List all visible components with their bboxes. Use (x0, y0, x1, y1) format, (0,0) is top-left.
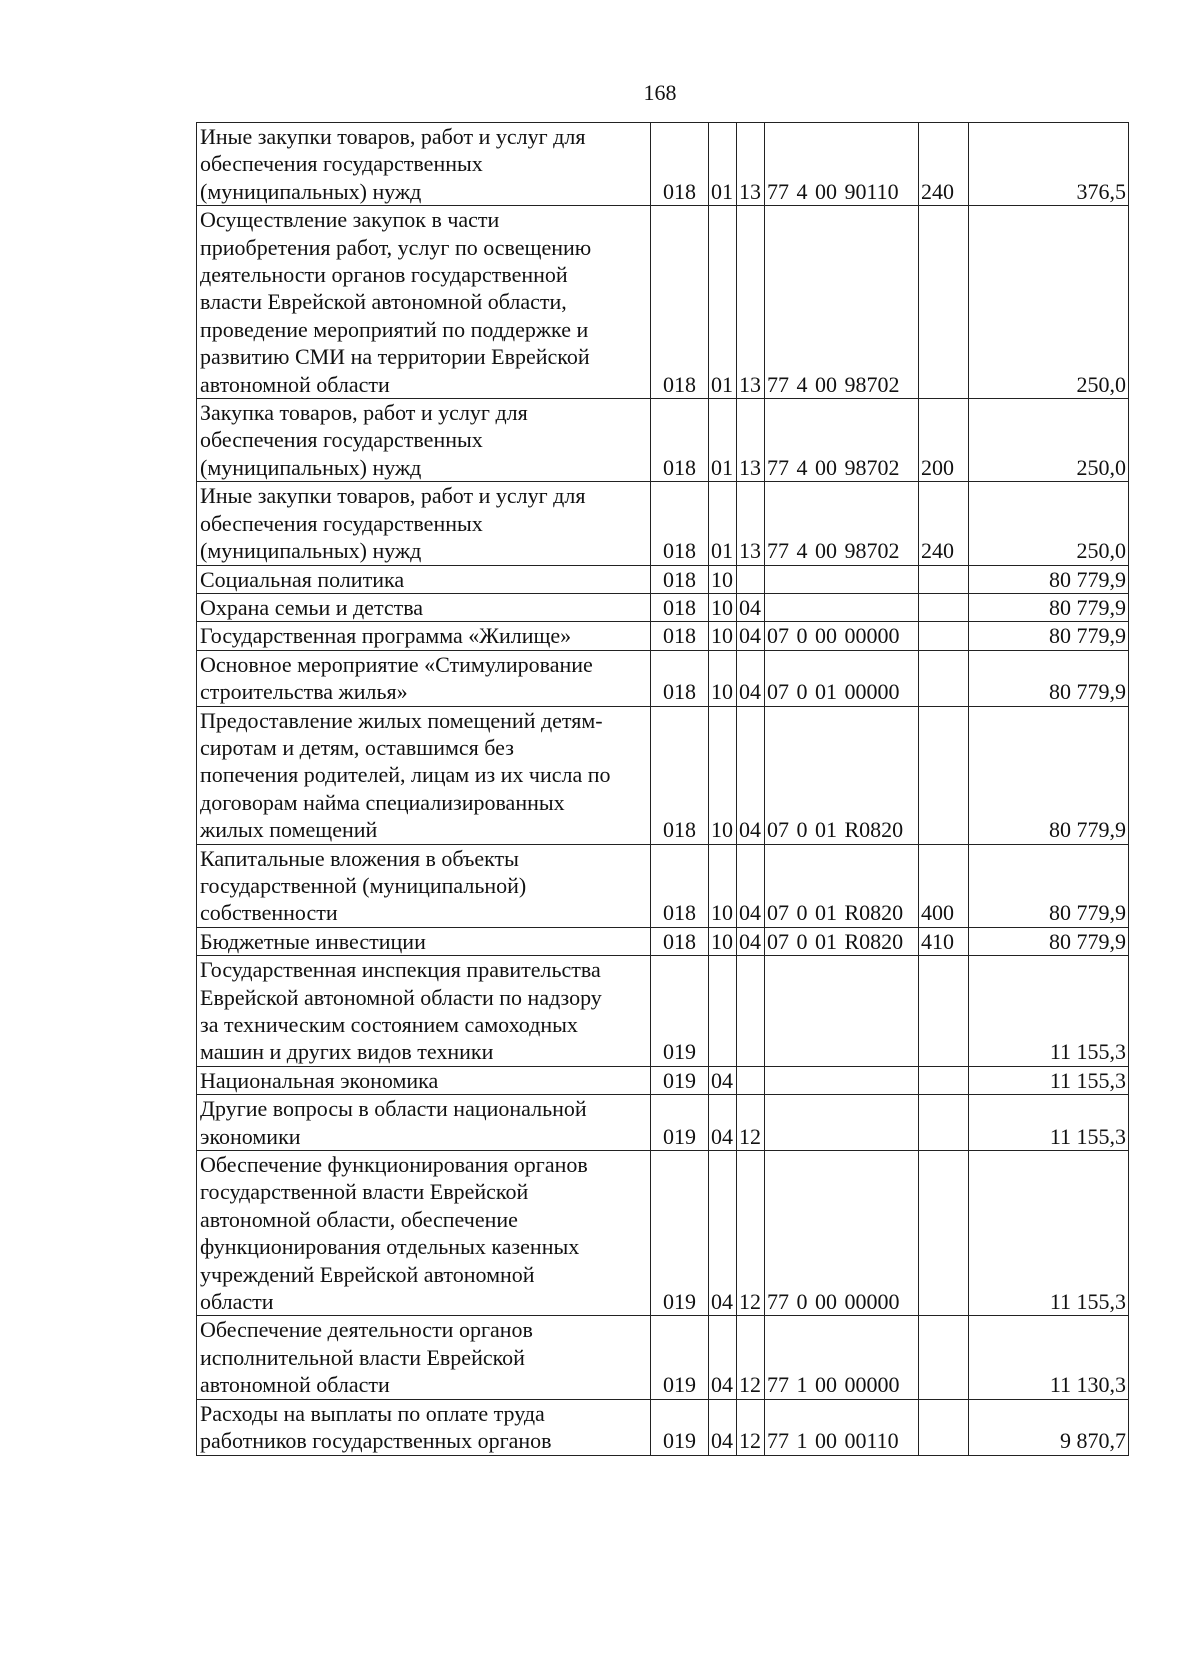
expense-type-cell (919, 1316, 969, 1399)
expense-type-cell: 200 (919, 399, 969, 482)
expense-type-cell (919, 650, 969, 706)
table-row (197, 706, 1129, 844)
target-article-cell (765, 565, 919, 593)
row-name-cell: Осуществление закупок в части приобретения работ, услуг по освещению деятельности органов государственной власти Еврейской автономной области, проведение мероприятий по поддержке и развитию СМИ на территории Еврейской автономной области (197, 206, 651, 399)
sum-cell: 11 155,3 (969, 1095, 1129, 1151)
subsection-cell: 13 (737, 206, 765, 399)
target-article-cell (765, 1095, 919, 1151)
target-article-cell (765, 593, 919, 621)
subsection-cell: 04 (737, 844, 765, 927)
expense-type-cell (919, 593, 969, 621)
target-article-cell: 77 4 00 98702 (765, 482, 919, 565)
table-body (197, 123, 1129, 1456)
expense-type-cell (919, 706, 969, 844)
section-cell: 10 (709, 706, 737, 844)
section-cell: 04 (709, 1066, 737, 1094)
sum-cell: 80 779,9 (969, 593, 1129, 621)
table-row (197, 206, 1129, 399)
row-name-cell: Иные закупки товаров, работ и услуг для обеспечения государственных (муниципальных) нужд (197, 482, 651, 565)
table-row (197, 1066, 1129, 1094)
table-row (197, 399, 1129, 482)
table-row (197, 565, 1129, 593)
ministry-code-cell: 018 (651, 593, 709, 621)
section-cell: 10 (709, 650, 737, 706)
sum-cell: 80 779,9 (969, 844, 1129, 927)
ministry-code-cell: 019 (651, 1316, 709, 1399)
expense-type-cell: 410 (919, 927, 969, 955)
page-number: 168 (643, 80, 677, 105)
target-article-cell: 77 4 00 90110 (765, 123, 919, 206)
row-name-cell: Капитальные вложения в объекты государственной (муниципальной) собственности (197, 844, 651, 927)
table-row (197, 956, 1129, 1067)
subsection-cell (737, 565, 765, 593)
sum-cell: 11 130,3 (969, 1316, 1129, 1399)
target-article-cell: 07 0 00 00000 (765, 622, 919, 650)
table-row (197, 622, 1129, 650)
ministry-code-cell: 018 (651, 482, 709, 565)
section-cell: 10 (709, 927, 737, 955)
subsection-cell: 12 (737, 1316, 765, 1399)
section-cell: 10 (709, 565, 737, 593)
table-row (197, 1316, 1129, 1399)
expense-type-cell (919, 1066, 969, 1094)
sum-cell: 80 779,9 (969, 927, 1129, 955)
expense-type-cell (919, 1095, 969, 1151)
table-row (197, 123, 1129, 206)
row-name-cell: Национальная экономика (197, 1066, 651, 1094)
expense-type-cell (919, 1399, 969, 1455)
row-name-cell: Другие вопросы в области национальной экономики (197, 1095, 651, 1151)
ministry-code-cell: 018 (651, 622, 709, 650)
expense-type-cell (919, 206, 969, 399)
sum-cell: 80 779,9 (969, 565, 1129, 593)
subsection-cell: 04 (737, 650, 765, 706)
subsection-cell (737, 1066, 765, 1094)
row-name-cell: Социальная политика (197, 565, 651, 593)
sum-cell: 250,0 (969, 482, 1129, 565)
subsection-cell: 12 (737, 1151, 765, 1316)
expense-type-cell: 240 (919, 482, 969, 565)
subsection-cell: 13 (737, 399, 765, 482)
ministry-code-cell: 019 (651, 1066, 709, 1094)
expense-type-cell: 240 (919, 123, 969, 206)
subsection-cell: 04 (737, 706, 765, 844)
row-name-cell: Закупка товаров, работ и услуг для обеспечения государственных (муниципальных) нужд (197, 399, 651, 482)
row-name-cell: Основное мероприятие «Стимулирование строительства жилья» (197, 650, 651, 706)
ministry-code-cell: 018 (651, 844, 709, 927)
ministry-code-cell: 019 (651, 1095, 709, 1151)
row-name-cell: Охрана семьи и детства (197, 593, 651, 621)
section-cell: 10 (709, 844, 737, 927)
row-name-cell: Бюджетные инвестиции (197, 927, 651, 955)
sum-cell: 250,0 (969, 206, 1129, 399)
ministry-code-cell: 019 (651, 956, 709, 1067)
target-article-cell: 77 1 00 00000 (765, 1316, 919, 1399)
target-article-cell: 07 0 01 R0820 (765, 844, 919, 927)
ministry-code-cell: 018 (651, 399, 709, 482)
section-cell: 01 (709, 206, 737, 399)
section-cell: 04 (709, 1316, 737, 1399)
ministry-code-cell: 018 (651, 706, 709, 844)
row-name-cell: Обеспечение функционирования органов государственной власти Еврейской автономной области, обеспечение функционирования отдельных казенных учреждений Еврейской автономной области (197, 1151, 651, 1316)
budget-table (196, 122, 1129, 1456)
table-row (197, 593, 1129, 621)
subsection-cell: 12 (737, 1095, 765, 1151)
section-cell: 04 (709, 1095, 737, 1151)
row-name-cell: Иные закупки товаров, работ и услуг для обеспечения государственных (муниципальных) нужд (197, 123, 651, 206)
subsection-cell: 13 (737, 482, 765, 565)
row-name-cell: Государственная инспекция правительства Еврейской автономной области по надзору за техническим состоянием самоходных машин и других видов техники (197, 956, 651, 1067)
target-article-cell: 07 0 01 R0820 (765, 706, 919, 844)
row-name-cell: Обеспечение деятельности органов исполнительной власти Еврейской автономной области (197, 1316, 651, 1399)
expense-type-cell: 400 (919, 844, 969, 927)
sum-cell: 250,0 (969, 399, 1129, 482)
target-article-cell: 07 0 01 R0820 (765, 927, 919, 955)
ministry-code-cell: 018 (651, 650, 709, 706)
sum-cell: 11 155,3 (969, 956, 1129, 1067)
subsection-cell: 13 (737, 123, 765, 206)
ministry-code-cell: 019 (651, 1151, 709, 1316)
section-cell: 10 (709, 593, 737, 621)
subsection-cell (737, 956, 765, 1067)
sum-cell: 376,5 (969, 123, 1129, 206)
section-cell: 10 (709, 622, 737, 650)
row-name-cell: Предоставление жилых помещений детям- сиротам и детям, оставшимся без попечения родителей, лицам из их числа по договорам найма специализированных жилых помещений (197, 706, 651, 844)
expense-type-cell (919, 956, 969, 1067)
table-row (197, 650, 1129, 706)
sum-cell: 11 155,3 (969, 1151, 1129, 1316)
ministry-code-cell: 018 (651, 206, 709, 399)
table-row (197, 1399, 1129, 1455)
expense-type-cell (919, 622, 969, 650)
row-name-cell: Расходы на выплаты по оплате труда работников государственных органов (197, 1399, 651, 1455)
section-cell: 04 (709, 1399, 737, 1455)
table-row (197, 482, 1129, 565)
sum-cell: 80 779,9 (969, 622, 1129, 650)
target-article-cell: 77 4 00 98702 (765, 206, 919, 399)
section-cell: 04 (709, 1151, 737, 1316)
table-row (197, 844, 1129, 927)
subsection-cell: 04 (737, 927, 765, 955)
target-article-cell: 07 0 01 00000 (765, 650, 919, 706)
sum-cell: 80 779,9 (969, 650, 1129, 706)
target-article-cell (765, 1066, 919, 1094)
target-article-cell: 77 0 00 00000 (765, 1151, 919, 1316)
target-article-cell: 77 1 00 00110 (765, 1399, 919, 1455)
subsection-cell: 04 (737, 593, 765, 621)
subsection-cell: 12 (737, 1399, 765, 1455)
ministry-code-cell: 018 (651, 123, 709, 206)
sum-cell: 11 155,3 (969, 1066, 1129, 1094)
target-article-cell: 77 4 00 98702 (765, 399, 919, 482)
section-cell (709, 956, 737, 1067)
ministry-code-cell: 019 (651, 1399, 709, 1455)
sum-cell: 9 870,7 (969, 1399, 1129, 1455)
section-cell: 01 (709, 482, 737, 565)
sum-cell: 80 779,9 (969, 706, 1129, 844)
subsection-cell: 04 (737, 622, 765, 650)
ministry-code-cell: 018 (651, 565, 709, 593)
table-row (197, 1095, 1129, 1151)
table-row (197, 927, 1129, 955)
target-article-cell (765, 956, 919, 1067)
ministry-code-cell: 018 (651, 927, 709, 955)
section-cell: 01 (709, 399, 737, 482)
section-cell: 01 (709, 123, 737, 206)
table-row (197, 1151, 1129, 1316)
expense-type-cell (919, 1151, 969, 1316)
expense-type-cell (919, 565, 969, 593)
row-name-cell: Государственная программа «Жилище» (197, 622, 651, 650)
